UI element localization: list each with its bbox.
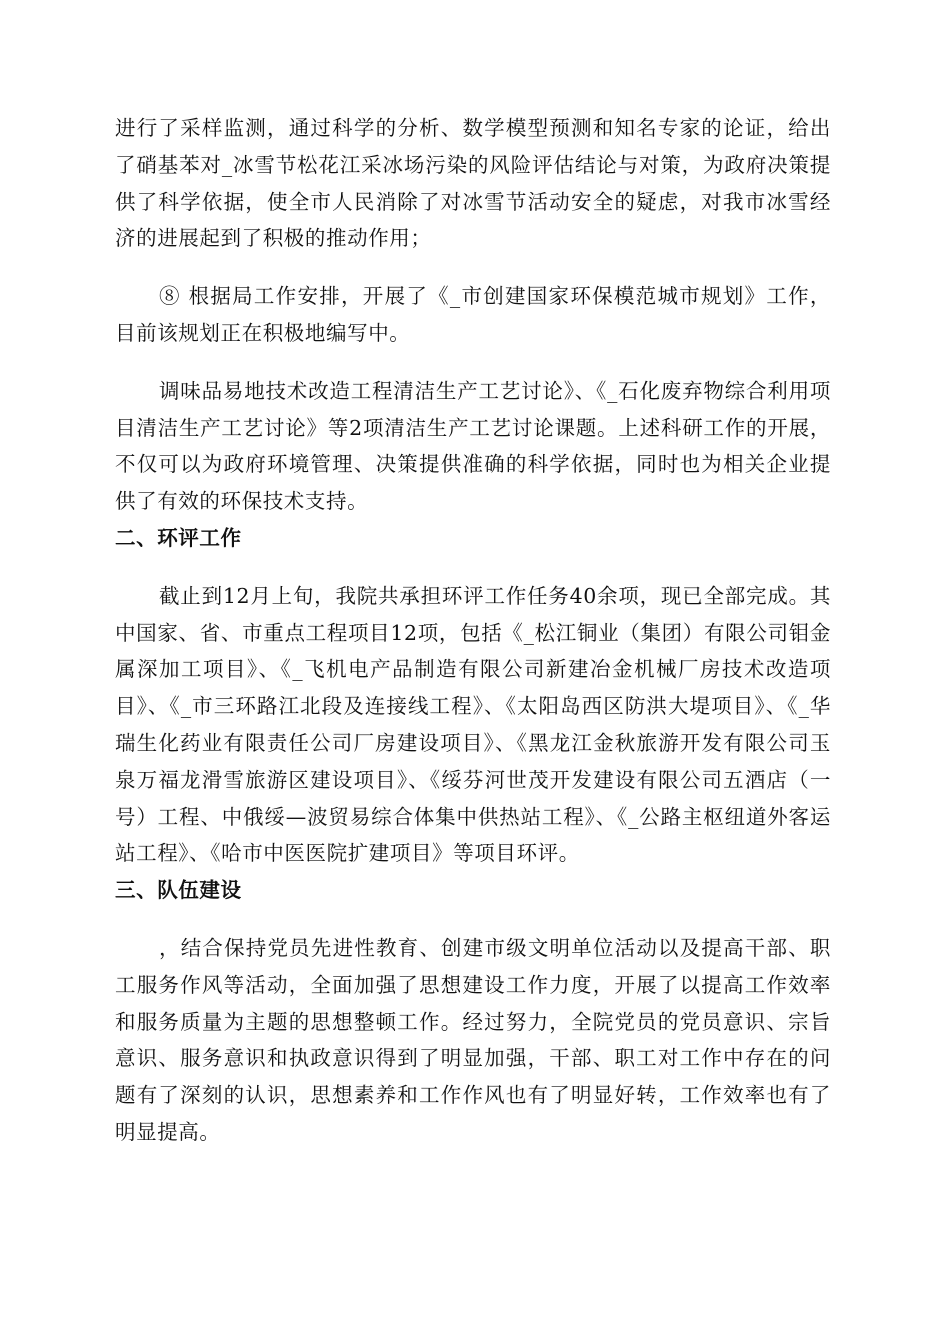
- document-page: [115, 110, 831, 1151]
- paragraph-planning: ⑧ 根据局工作安排，开展了《_市创建国家环保模范城市规划》工作，目前该规划正在积极地编写中。: [115, 284, 831, 345]
- section-heading-eia: 二、环评工作: [115, 525, 242, 550]
- section-heading-team: 三、队伍建设: [115, 878, 242, 903]
- paragraph-clean-production: 调味品易地技术改造工程清洁生产工艺讨论》、《_石化废弃物综合利用项目清洁生产工艺讨论》等2项清洁生产工艺讨论课题。上述科研工作的开展，不仅可以为政府环境管理、决策提供准确的科学依据，同时也为相关企业提供了有效的环保技术支持。: [115, 378, 831, 514]
- paragraph-team-building: ，结合保持党员先进性教育、创建市级文明单位活动以及提高干部、职工服务作风等活动，全面加强了思想建设工作力度，开展了以提高工作效率和服务质量为主题的思想整顿工作。经过努力，全院党员的党员意识、宗旨意识、服务意识和执政意识得到了明显加强，干部、职工对工作中存在的问题有了深刻的认识，思想素养和工作作风也有了明显好转，工作效率也有了明显提高。: [115, 935, 831, 1144]
- paragraph-risk-assessment: 进行了采样监测，通过科学的分析、数学模型预测和知名专家的论证，给出了硝基苯对_冰雪节松花江采冰场污染的风险评估结论与对策，为政府决策提供了科学依据，使全市人民消除了对冰雪节活动安全的疑虑，对我市冰雪经济的进展起到了积极的推动作用；: [115, 116, 831, 251]
- paragraph-eia-projects: 截止到12月上旬，我院共承担环评工作任务40余项，现已全部完成。其中国家、省、市重点工程项目12项，包括《_松江铜业（集团）有限公司钼金属深加工项目》、《_飞机电产品制造有限公司新建冶金机械厂房技术改造项目》、《_市三环路江北段及连接线工程》、《太阳岛西区防洪大堤项目》、《_华瑞生化药业有限责任公司厂房建设项目》、《黑龙江金秋旅游开发有限公司玉泉万福龙滑雪旅游区建设项目》、《绥芬河世茂开发建设有限公司五酒店（一号）工程、中俄绥—波贸易综合体集中供热站工程》、《_公路主枢纽道外客运站工程》、《哈市中医医院扩建项目》等项目环评。: [115, 583, 831, 866]
